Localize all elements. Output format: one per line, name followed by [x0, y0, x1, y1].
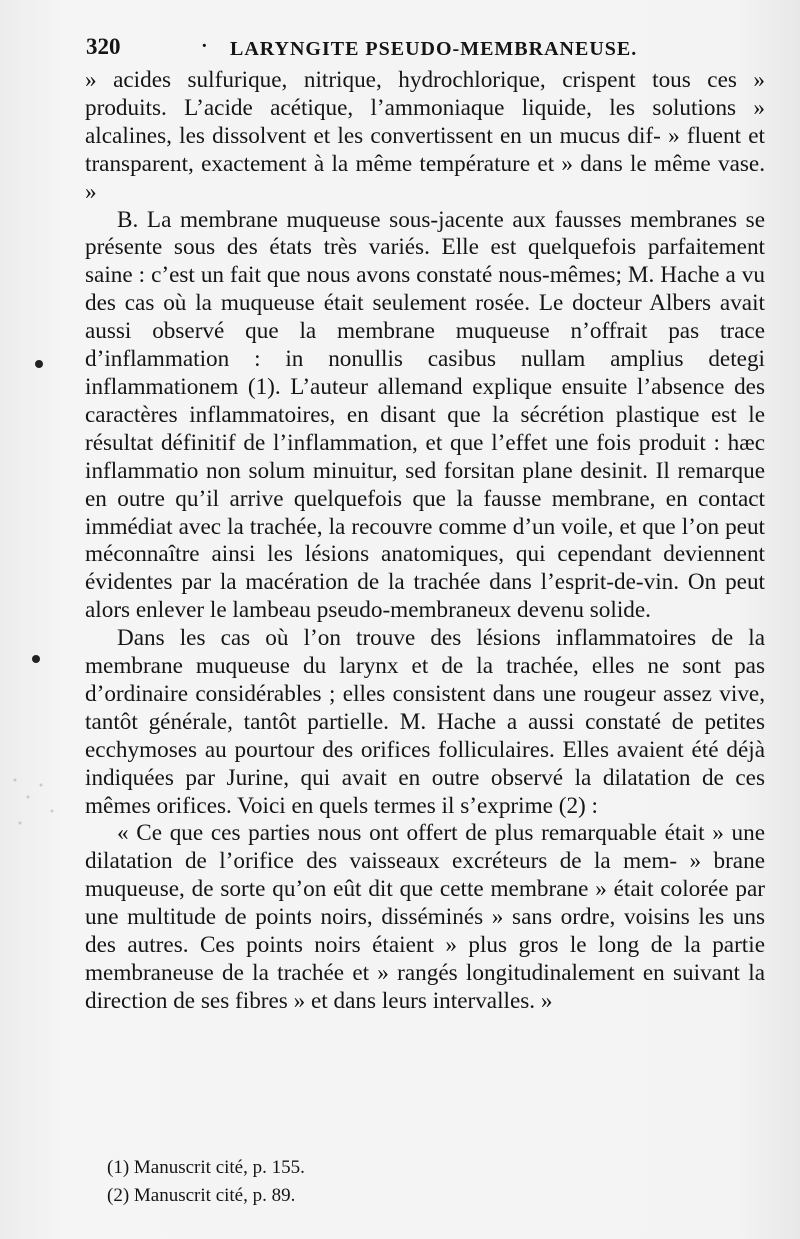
margin-speckle-marks: [0, 760, 70, 840]
page-number: 320: [86, 34, 121, 59]
margin-ink-dot-1: [35, 360, 43, 368]
footnotes: [107, 1155, 427, 1211]
page-body: [85, 67, 765, 1016]
paragraph-lesions-inflammatoires: Dans les cas où l’on trouve des lésions inflammatoires de la membrane muqueuse du larynx et de la trachée, elles ne sont pas d’ordinaire considérables ; elles consistent dans une rougeur assez vive, tantôt générale, tantôt partielle. M. Hache a aussi constaté de petites ecchymoses au pourtour des orifices folliculaires. Elles avaient été déjà indiquées par Jurine, qui avait en outre observé la dilatation de ces mêmes orifices. Voici en quels termes il s’exprime (2) :: [85, 625, 765, 819]
header-separator-dot: ·: [201, 35, 208, 57]
page-header: [86, 34, 766, 64]
paragraph-membrane-muqueuse: B. La membrane muqueuse sous-jacente aux fausses membranes se présente sous des états très variés. Elle est quelquefois parfaitement saine : c’est un fait que nous avons constaté nous-mêmes; M. Hache a vu des cas où la muqueuse était seulement rosée. Le docteur Albers avait aussi observé que la membrane muqueuse n’offrait pas trace d’inflammation : in nonullis casibus nullam amplius detegi inflammationem (1). L’auteur allemand explique ensuite l’absence des caractères inflammatoires, en disant que la sécrétion plastique est le résultat définitif de l’inflammation, et que l’effet une fois produit : hæc inflammatio non solum minuitur, sed forsitan plane desinit. Il remarque en outre qu’il arrive quelquefois que la fausse membrane, en contact immédiat avec la trachée, la recouvre comme d’un voile, et que l’on peut méconnaître ainsi les lésions anatomiques, qui cependant deviennent évidentes par la macération de la trachée dans l’esprit-de-vin. On peut alors enlever le lambeau pseudo-membraneux devenu solide.: [85, 206, 765, 624]
footnote-2: (2) Manuscrit cité, p. 89.: [107, 1185, 296, 1206]
paragraph-quoted-continuation: » acides sulfurique, nitrique, hydrochlorique, crispent tous ces » produits. L’acide acétique, l’ammoniaque liquide, les solutions » alcalines, les dissolvent et les convertissent en un mucus dif- » fluent et transparent, exactement à la même température et » dans le même vase. »: [85, 67, 765, 205]
footnote-1: (1) Manuscrit cité, p. 155.: [107, 1157, 305, 1178]
running-title: LARYNGITE PSEUDO-MEMBRANEUSE.: [230, 38, 638, 60]
margin-ink-dot-2: [32, 655, 40, 663]
paragraph-jurine-quote: « Ce que ces parties nous ont offert de plus remarquable était » une dilatation de l’orifice des vaisseaux excréteurs de la mem- » brane muqueuse, de sorte qu’on eût dit que cette membrane » était colorée par une multitude de points noirs, disséminés » sans ordre, voisins les uns des autres. Ces points noirs étaient » plus gros le long de la partie membraneuse de la trachée et » rangés longitudinalement en suivant la direction de ses fibres » et dans leurs intervalles. »: [85, 820, 765, 1014]
